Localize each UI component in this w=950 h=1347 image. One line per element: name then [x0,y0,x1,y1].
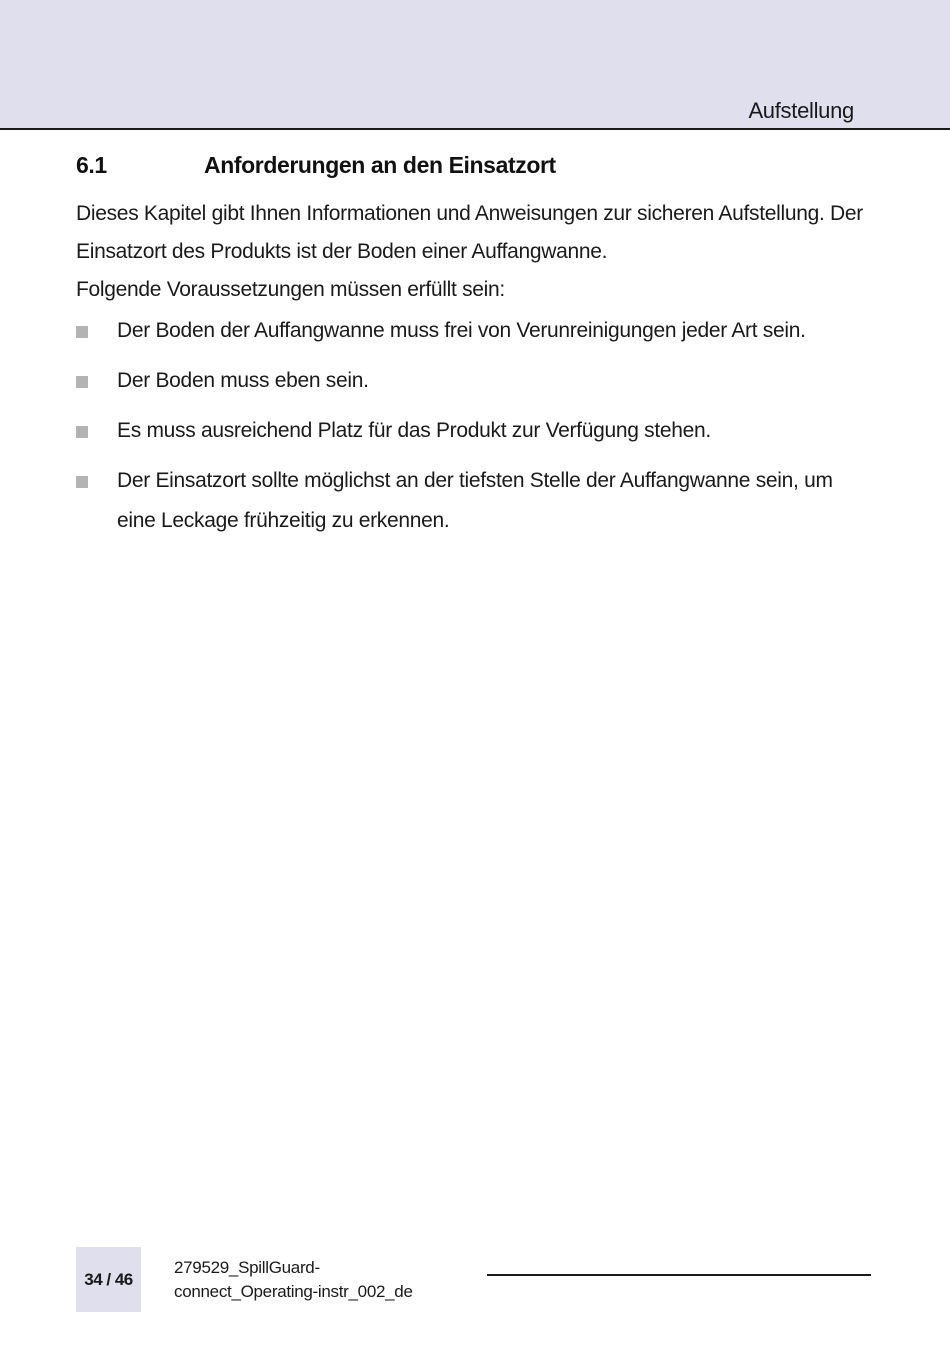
list-item-text: Der Einsatzort sollte möglichst an der tiefsten Stelle der Auffangwanne sein, um eine Leckage frühzeitig zu erkennen. [117,469,833,532]
main-content [76,195,876,541]
square-bullet-icon [76,426,88,438]
page-header-band [0,0,950,130]
section-title: Anforderungen an den Einsatzort [204,152,556,178]
list-item-text: Der Boden muss eben sein. [117,369,369,392]
list-item [76,361,876,401]
list-item [76,461,876,541]
square-bullet-icon [76,476,88,488]
section-heading [76,152,556,179]
list-item [76,411,876,451]
lead-paragraph: Folgende Voraussetzungen müssen erfüllt sein: [76,278,505,301]
list-item-text: Es muss ausreichend Platz für das Produkt zur Verfügung stehen. [117,419,711,442]
document-id-line-1: 279529_SpillGuard- [174,1258,320,1277]
page-number: 34 / 46 [84,1269,133,1289]
requirements-list [76,311,876,541]
section-number: 6.1 [76,152,107,178]
page-number-box [76,1247,141,1312]
document-id-line-2: connect_Operating-instr_002_de [174,1282,413,1301]
square-bullet-icon [76,326,88,338]
chapter-title: Aufstellung [748,98,854,123]
footer-divider [487,1274,871,1276]
square-bullet-icon [76,376,88,388]
list-item-text: Der Boden der Auffangwanne muss frei von Verunreinigungen jeder Art sein. [117,319,806,342]
list-item [76,311,876,351]
document-id [174,1256,413,1304]
intro-paragraph: Dieses Kapitel gibt Ihnen Informationen und Anweisungen zur sicheren Aufstellung. Der Einsatzort des Produkts ist der Boden einer Auffangwanne. [76,202,864,263]
